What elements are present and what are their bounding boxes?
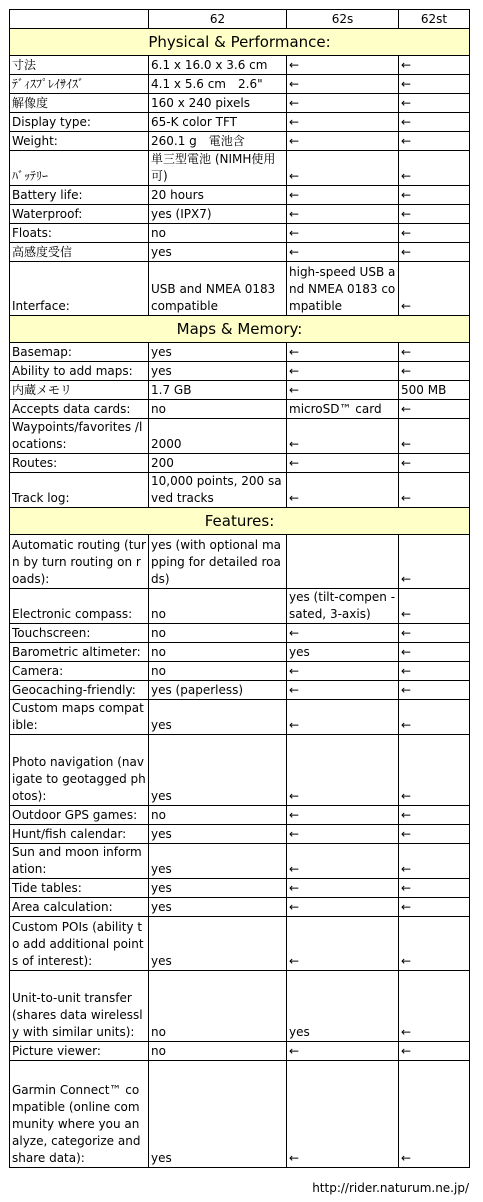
row-label: Hunt/fish calendar:	[10, 825, 149, 844]
cell-62: yes	[149, 844, 287, 879]
cell-62: yes	[149, 1061, 287, 1168]
cell-62s: ←	[287, 898, 399, 917]
cell-62: no	[149, 971, 287, 1042]
cell-62s: ←	[287, 806, 399, 825]
cell-62: 10,000 points, 200 saved tracks	[149, 473, 287, 508]
cell-62st: ←	[399, 700, 470, 735]
cell-62: 単三型電池 (NIMH使用可)	[149, 151, 287, 186]
row-label: ﾊﾞｯﾃﾘｰ	[10, 151, 149, 186]
row-label: Barometric altimeter:	[10, 643, 149, 662]
table-row	[10, 879, 470, 898]
row-label: Routes:	[10, 454, 149, 473]
cell-62: 200	[149, 454, 287, 473]
row-label: Photo navigation (navigate to geotagged photos):	[10, 735, 149, 806]
table-row	[10, 381, 470, 400]
cell-62s: ←	[287, 186, 399, 205]
cell-62s: ←	[287, 700, 399, 735]
row-label: Area calculation:	[10, 898, 149, 917]
cell-62s: ←	[287, 735, 399, 806]
source-url: http://rider.naturum.ne.jp/	[312, 1181, 469, 1195]
cell-62: no	[149, 806, 287, 825]
cell-62s: ←	[287, 343, 399, 362]
cell-62st: ←	[399, 806, 470, 825]
cell-62: 260.1 g 電池含	[149, 132, 287, 151]
cell-62s: ←	[287, 362, 399, 381]
cell-62st: ←	[399, 186, 470, 205]
cell-62: 6.1 x 16.0 x 3.6 cm	[149, 56, 287, 75]
cell-62st: ←	[399, 535, 470, 589]
table-row	[10, 205, 470, 224]
cell-62st: ←	[399, 879, 470, 898]
cell-62s: ←	[287, 917, 399, 971]
table-row	[10, 589, 470, 624]
cell-62s: ←	[287, 94, 399, 113]
header-row	[10, 10, 470, 29]
table-row	[10, 535, 470, 589]
table-row	[10, 400, 470, 419]
row-label: Garmin Connect™ compatible (online community where you analyze, categorize and share data):	[10, 1061, 149, 1168]
cell-62: no	[149, 643, 287, 662]
row-label: Picture viewer:	[10, 1042, 149, 1061]
table-row	[10, 243, 470, 262]
row-label: Floats:	[10, 224, 149, 243]
row-label: 解像度	[10, 94, 149, 113]
row-label: Accepts data cards:	[10, 400, 149, 419]
table-row	[10, 681, 470, 700]
cell-62s: ←	[287, 825, 399, 844]
cell-62: yes (paperless)	[149, 681, 287, 700]
cell-62s: ←	[287, 419, 399, 454]
table-row	[10, 1061, 470, 1168]
cell-62: 20 hours	[149, 186, 287, 205]
cell-62st: ←	[399, 917, 470, 971]
cell-62st: ←	[399, 262, 470, 316]
row-label: Waterproof:	[10, 205, 149, 224]
header-cell-62st: 62st	[399, 10, 470, 29]
table-row	[10, 898, 470, 917]
cell-62st: ←	[399, 224, 470, 243]
row-label: ﾃﾞｨｽﾌﾟﾚｲｻｲｽﾞ	[10, 75, 149, 94]
cell-62: yes (IPX7)	[149, 205, 287, 224]
table-row	[10, 132, 470, 151]
table-row	[10, 844, 470, 879]
cell-62st: ←	[399, 643, 470, 662]
cell-62: no	[149, 1042, 287, 1061]
section-title: Maps & Memory:	[10, 316, 470, 343]
cell-62s: high-speed USB and NMEA 0183 compatible	[287, 262, 399, 316]
cell-62: no	[149, 400, 287, 419]
cell-62s: ←	[287, 624, 399, 643]
table-row	[10, 454, 470, 473]
cell-62: 65-K color TFT	[149, 113, 287, 132]
section-header	[10, 316, 470, 343]
table-row	[10, 473, 470, 508]
row-label: Electronic compass:	[10, 589, 149, 624]
row-label: Camera:	[10, 662, 149, 681]
cell-62: yes (with optional mapping for detailed roads)	[149, 535, 287, 589]
cell-62: yes	[149, 825, 287, 844]
cell-62s: ←	[287, 662, 399, 681]
section-header	[10, 29, 470, 56]
cell-62st: ←	[399, 205, 470, 224]
cell-62st: ←	[399, 243, 470, 262]
table-row	[10, 643, 470, 662]
table-row	[10, 735, 470, 806]
row-label: 高感度受信	[10, 243, 149, 262]
cell-62st: ←	[399, 844, 470, 879]
table-row	[10, 56, 470, 75]
cell-62: yes	[149, 700, 287, 735]
cell-62st: ←	[399, 151, 470, 186]
cell-62s: ←	[287, 205, 399, 224]
cell-62st: ←	[399, 473, 470, 508]
row-label: Tide tables:	[10, 879, 149, 898]
cell-62st: ←	[399, 681, 470, 700]
cell-62s: ←	[287, 454, 399, 473]
cell-62s: ←	[287, 113, 399, 132]
cell-62s: ←	[287, 151, 399, 186]
cell-62s: ←	[287, 879, 399, 898]
spec-table	[9, 9, 470, 1168]
cell-62s: microSD™ card	[287, 400, 399, 419]
row-label: Touchscreen:	[10, 624, 149, 643]
cell-62st: ←	[399, 662, 470, 681]
table-row	[10, 917, 470, 971]
cell-62st: ←	[399, 971, 470, 1042]
row-label: Sun and moon information:	[10, 844, 149, 879]
cell-62: 160 x 240 pixels	[149, 94, 287, 113]
table-row	[10, 362, 470, 381]
cell-62st: ←	[399, 132, 470, 151]
cell-62st: ←	[399, 735, 470, 806]
cell-62s: ←	[287, 1042, 399, 1061]
row-label: Unit-to-unit transfer (shares data wirelessly with similar units):	[10, 971, 149, 1042]
row-label: Custom maps compatible:	[10, 700, 149, 735]
table-row	[10, 825, 470, 844]
header-cell-62s: 62s	[287, 10, 399, 29]
table-row	[10, 224, 470, 243]
cell-62s: ←	[287, 844, 399, 879]
cell-62s	[287, 535, 399, 589]
table-row	[10, 186, 470, 205]
row-label: Track log:	[10, 473, 149, 508]
row-label: Basemap:	[10, 343, 149, 362]
cell-62st: ←	[399, 898, 470, 917]
cell-62: no	[149, 624, 287, 643]
cell-62st: ←	[399, 362, 470, 381]
table-row	[10, 343, 470, 362]
cell-62st: 500 MB	[399, 381, 470, 400]
table-row	[10, 151, 470, 186]
cell-62st: ←	[399, 400, 470, 419]
cell-62st: ←	[399, 75, 470, 94]
row-label: Display type:	[10, 113, 149, 132]
cell-62st: ←	[399, 113, 470, 132]
cell-62s: ←	[287, 224, 399, 243]
table-row	[10, 662, 470, 681]
table-row	[10, 113, 470, 132]
cell-62s: yes	[287, 971, 399, 1042]
cell-62: USB and NMEA 0183 compatible	[149, 262, 287, 316]
cell-62: yes	[149, 879, 287, 898]
table-row	[10, 700, 470, 735]
table-row	[10, 971, 470, 1042]
cell-62: 1.7 GB	[149, 381, 287, 400]
header-cell-62: 62	[149, 10, 287, 29]
row-label: Geocaching-friendly:	[10, 681, 149, 700]
header-cell-label	[10, 10, 149, 29]
cell-62st: ←	[399, 94, 470, 113]
cell-62st: ←	[399, 343, 470, 362]
table-row	[10, 806, 470, 825]
cell-62s: yes	[287, 643, 399, 662]
table-row	[10, 262, 470, 316]
spec-table-body	[10, 10, 470, 1168]
row-label: Weight:	[10, 132, 149, 151]
cell-62st: ←	[399, 1061, 470, 1168]
cell-62: yes	[149, 898, 287, 917]
cell-62: 2000	[149, 419, 287, 454]
cell-62s: ←	[287, 243, 399, 262]
row-label: Waypoints/favorites /locations:	[10, 419, 149, 454]
table-row	[10, 75, 470, 94]
cell-62st: ←	[399, 419, 470, 454]
row-label: 内蔵メモリ	[10, 381, 149, 400]
row-label: Custom POIs (ability to add additional points of interest):	[10, 917, 149, 971]
cell-62s: ←	[287, 473, 399, 508]
cell-62: no	[149, 662, 287, 681]
cell-62s: ←	[287, 56, 399, 75]
cell-62st: ←	[399, 56, 470, 75]
table-row	[10, 1042, 470, 1061]
row-label: Interface:	[10, 262, 149, 316]
cell-62st: ←	[399, 624, 470, 643]
cell-62s: ←	[287, 1061, 399, 1168]
row-label: Outdoor GPS games:	[10, 806, 149, 825]
row-label: Ability to add maps:	[10, 362, 149, 381]
row-label: Automatic routing (turn by turn routing on roads):	[10, 535, 149, 589]
cell-62: yes	[149, 735, 287, 806]
cell-62st: ←	[399, 1042, 470, 1061]
section-header	[10, 508, 470, 535]
cell-62s: yes (tilt-compen -sated, 3-axis)	[287, 589, 399, 624]
cell-62st: ←	[399, 825, 470, 844]
cell-62: no	[149, 224, 287, 243]
row-label: Battery life:	[10, 186, 149, 205]
cell-62s: ←	[287, 75, 399, 94]
cell-62st: ←	[399, 589, 470, 624]
section-title: Physical & Performance:	[10, 29, 470, 56]
cell-62: yes	[149, 362, 287, 381]
cell-62: yes	[149, 343, 287, 362]
cell-62s: ←	[287, 681, 399, 700]
cell-62: yes	[149, 243, 287, 262]
cell-62s: ←	[287, 132, 399, 151]
section-title: Features:	[10, 508, 470, 535]
table-row	[10, 624, 470, 643]
cell-62: 4.1 x 5.6 cm 2.6"	[149, 75, 287, 94]
table-row	[10, 94, 470, 113]
table-row	[10, 419, 470, 454]
cell-62s: ←	[287, 381, 399, 400]
cell-62: yes	[149, 917, 287, 971]
row-label: 寸法	[10, 56, 149, 75]
cell-62: no	[149, 589, 287, 624]
cell-62st: ←	[399, 454, 470, 473]
